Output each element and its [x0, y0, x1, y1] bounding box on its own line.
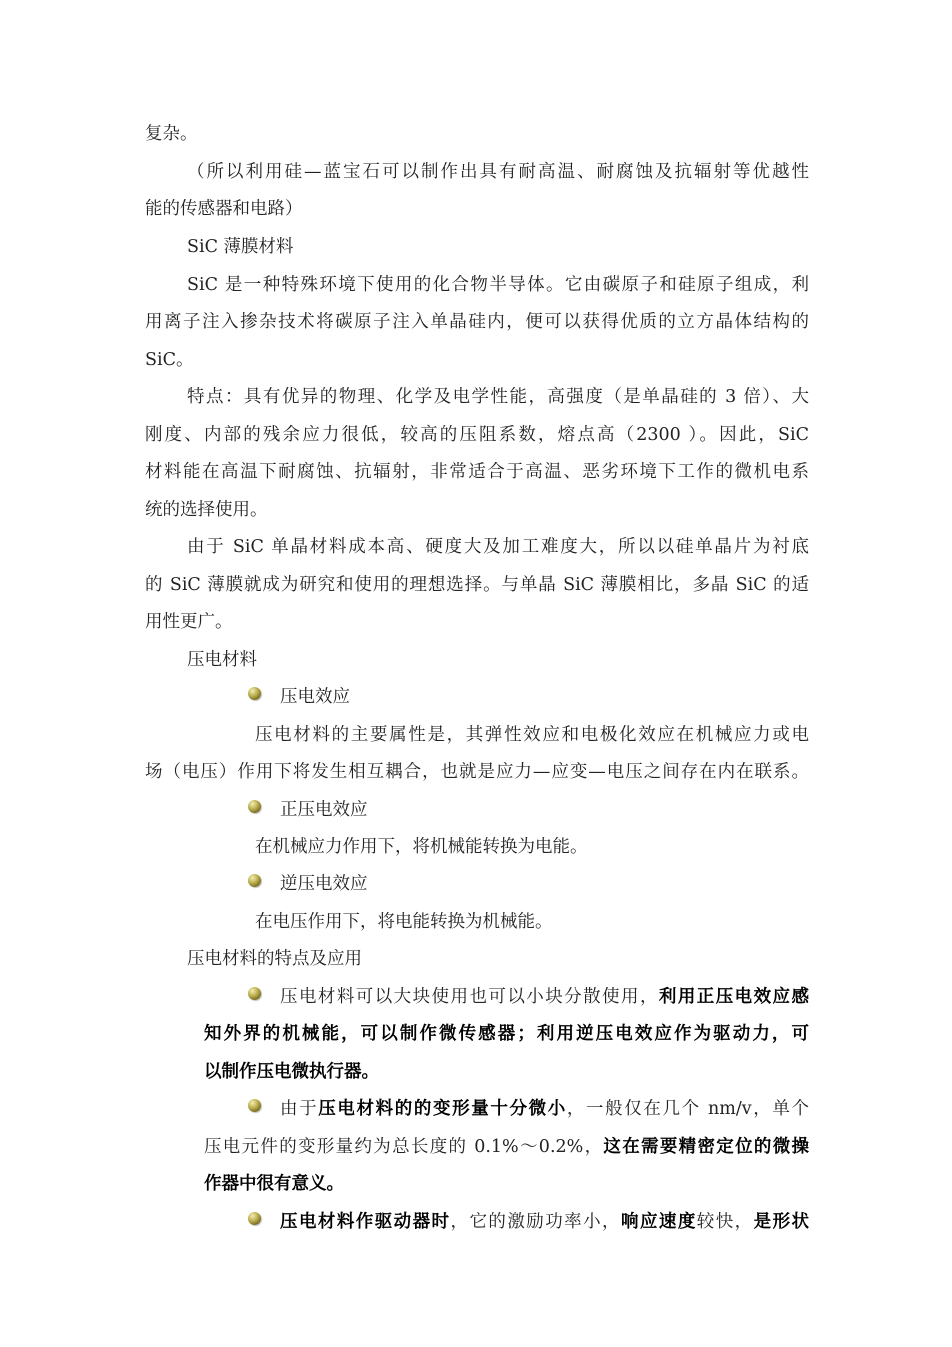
bullet-icon [248, 800, 261, 813]
bold-text-line: 以制作压电微执行器。 [204, 1062, 379, 1082]
text-line: 场（电压）作用下将发生相互耦合，也就是应力—应变—电压之间存在内在联系。 [145, 762, 809, 782]
bold-text-line: 作器中很有意义。 [204, 1174, 344, 1194]
text-line: 在机械应力作用下，将机械能转换为电能。 [255, 837, 588, 857]
text-line: 复杂。 [145, 124, 198, 144]
list-item-heading: 正压电效应 [280, 800, 368, 820]
text-span: 压电材料可以大块使用也可以小块分散使用， [280, 987, 659, 1007]
bold-text: 这在需要精密定位的微操 [603, 1137, 809, 1157]
bold-text: 是形状 [753, 1212, 810, 1232]
text-line: （所以利用硅—蓝宝石可以制作出具有耐高温、耐腐蚀及抗辐射等优越性 [187, 162, 809, 182]
text-line: 特点：具有优异的物理、化学及电学性能，高强度（是单晶硅的 3 倍）、大 [187, 387, 809, 407]
bullet-icon [248, 987, 261, 1000]
text-line: 用离子注入掺杂技术将碳原子注入单晶硅内，便可以获得优质的立方晶体结构的 [145, 312, 809, 332]
text-line: 的 SiC 薄膜就成为研究和使用的理想选择。与单晶 SiC 薄膜相比，多晶 SiC 的适 [145, 575, 809, 595]
text-line: SiC 是一种特殊环境下使用的化合物半导体。它由碳原子和硅原子组成，利 [187, 275, 809, 295]
text-line: 在电压作用下，将电能转换为机械能。 [255, 912, 553, 932]
text-span: ，一般仅在几个 nm/v，单个 [566, 1099, 810, 1119]
list-item-heading: 逆压电效应 [280, 874, 368, 894]
bold-text: 响应速度 [621, 1212, 697, 1232]
text-line [280, 985, 809, 1009]
text-line [280, 1210, 809, 1234]
bullet-icon [248, 1099, 261, 1112]
text-line: SiC。 [145, 350, 194, 370]
section-heading: SiC 薄膜材料 [187, 237, 294, 257]
bullet-icon [248, 1212, 261, 1225]
bullet-icon [248, 874, 261, 887]
bold-text: 压电材料作驱动器时 [280, 1212, 451, 1232]
bold-text-line: 知外界的机械能，可以制作微传感器；利用逆压电效应作为驱动力，可 [204, 1024, 809, 1044]
section-heading: 压电材料的特点及应用 [187, 949, 362, 969]
text-span: 较快， [696, 1212, 754, 1232]
bold-text: 利用正压电效应感 [658, 987, 810, 1007]
text-line [204, 1135, 809, 1159]
text-line: 用性更广。 [145, 612, 233, 632]
list-item-heading: 压电效应 [280, 687, 350, 707]
text-line [280, 1097, 809, 1121]
text-line: 能的传感器和电路） [145, 199, 303, 219]
text-line: 由于 SiC 单晶材料成本高、硬度大及加工难度大，所以以硅单晶片为衬底 [187, 537, 809, 557]
text-line: 压电材料的主要属性是，其弹性效应和电极化效应在机械应力或电 [255, 725, 809, 745]
text-span: ，它的激励功率小， [450, 1212, 621, 1232]
bullet-icon [248, 687, 261, 700]
text-span: 压电元件的变形量约为总长度的 0.1%～0.2%， [204, 1137, 604, 1157]
text-line: 统的选择使用。 [145, 500, 268, 520]
text-line: 材料能在高温下耐腐蚀、抗辐射，非常适合于高温、恶劣环境下工作的微机电系 [145, 462, 809, 482]
text-span: 由于 [280, 1099, 319, 1119]
text-line: 刚度、内部的残余应力很低，较高的压阻系数，熔点高（2300 ）。因此，SiC [145, 425, 809, 445]
bold-text: 压电材料的的变形量十分微小 [318, 1099, 567, 1119]
section-heading: 压电材料 [187, 650, 257, 670]
